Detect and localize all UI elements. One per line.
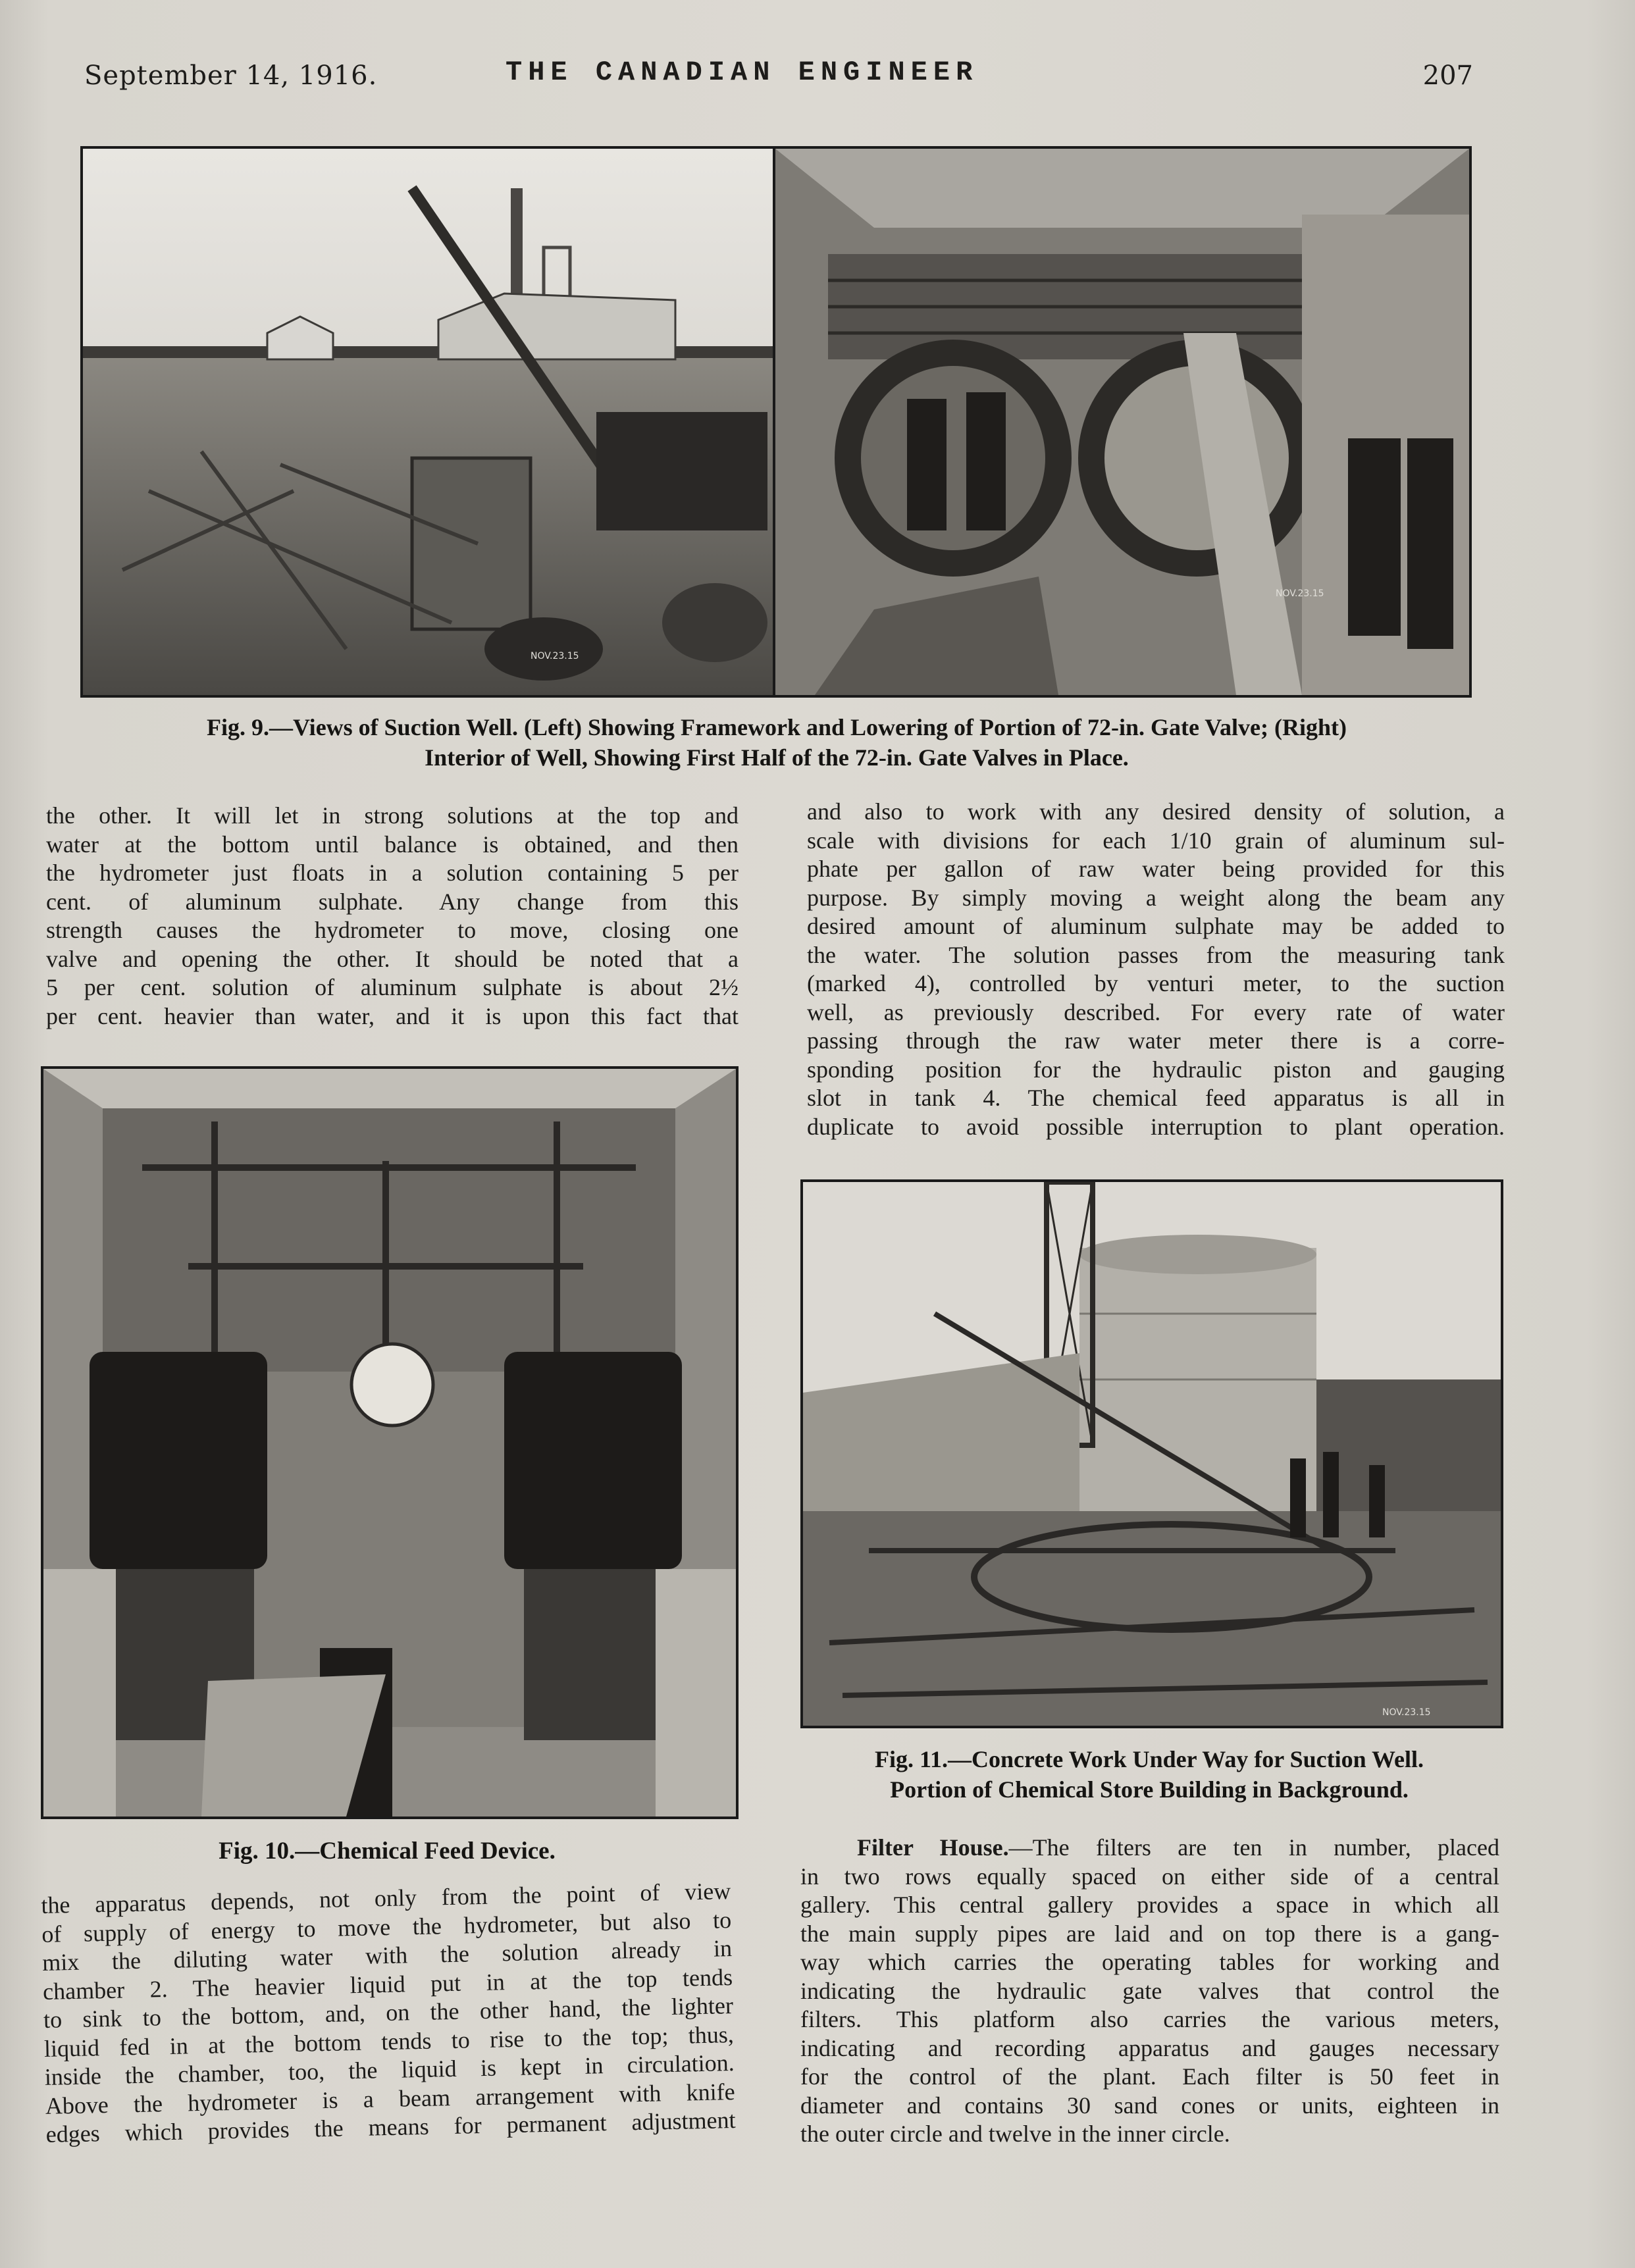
text-line: chamber 2. The heavier liquid put in at the top tends <box>42 1963 733 2005</box>
text-line: valve and opening the other. It should be noted that a <box>46 945 739 972</box>
text-line: the outer circle and twelve in the inner circle. <box>800 2121 1230 2147</box>
text-line: inside the chamber, too, the liquid is kept in circulation. <box>44 2049 735 2090</box>
text-line: the water. The solution passes from the measuring tank <box>807 941 1505 968</box>
fig11-stamp: NOV.23.15 <box>1382 1707 1431 1718</box>
text-line: diameter and contains 30 sand cones or units, eighteen in <box>800 2092 1499 2119</box>
text-line: cent. of aluminum sulphate. Any change from this <box>46 888 739 915</box>
text-line: passing through the raw water meter there is a corre- <box>807 1027 1505 1054</box>
text-line: mix the diluting water with the solution already in <box>41 1935 733 1976</box>
fig9-right-photo <box>773 146 1472 698</box>
fig9-caption-line2: Interior of Well, Showing First Half of the 72-in. Gate Valves in Place. <box>425 744 1129 771</box>
journal-title: THE CANADIAN ENGINEER <box>506 57 979 88</box>
text-line: for the control of the plant. Each filter is 50 feet in <box>800 2063 1499 2090</box>
text-line: in two rows equally spaced on either side of a central <box>800 1863 1499 1890</box>
text-line: indicating and recording apparatus and gauges necessary <box>800 2034 1499 2061</box>
left-column-bottom-text <box>41 1877 736 2149</box>
text-line: (marked 4), controlled by venturi meter, to the suction <box>807 970 1505 996</box>
page-number: 207 <box>1422 61 1473 91</box>
fig9-left-stamp: NOV.23.15 <box>531 651 579 661</box>
fig9-right-stamp: NOV.23.15 <box>1276 588 1324 599</box>
right-column-top-text <box>807 798 1505 1141</box>
text-line: the other. It will let in strong solutions at the top and <box>46 802 739 829</box>
text-line: edges which provides the means for permanent adjustment <box>45 2106 736 2148</box>
text-line: of supply of energy to move the hydrometer, but also to <box>41 1906 732 1947</box>
text-line: the main supply pipes are laid and on top there is a gang- <box>800 1920 1499 1947</box>
issue-date: September 14, 1916. <box>84 61 378 91</box>
text-line: desired amount of aluminum sulphate may be added to <box>807 913 1505 939</box>
text-line: the apparatus depends, not only from the point of view <box>41 1878 731 1919</box>
text-line: gallery. This central gallery provides a space in which all <box>800 1892 1499 1918</box>
text-line: per cent. heavier than water, and it is upon this fact that <box>46 1002 739 1029</box>
text-line: well, as previously described. For every rate of water <box>807 998 1505 1025</box>
text-line: scale with divisions for each 1/10 grain of aluminum sul- <box>807 827 1505 854</box>
fig10-photo <box>41 1066 739 1819</box>
fig9-left-photo <box>80 146 775 698</box>
running-header <box>84 57 1473 96</box>
right-column-bottom-text <box>800 1834 1499 2149</box>
fig11-caption-line2: Portion of Chemical Store Building in Background. <box>890 1776 1409 1803</box>
text-line: duplicate to avoid possible interruption to plant operation. <box>807 1113 1505 1140</box>
text-line: water at the bottom until balance is obtained, and then <box>46 831 739 858</box>
text-line: 5 per cent. solution of aluminum sulphate is about 2½ <box>46 974 739 1000</box>
text-line: and also to work with any desired density of solution, a <box>807 798 1505 825</box>
text-fragment: —The filters are ten in number, placed <box>1008 1834 1499 1861</box>
fig9-caption-line1: Fig. 9.—Views of Suction Well. (Left) Showing Framework and Lowering of Portion of 72-in. Gate Valve; (Right) <box>207 714 1347 740</box>
text-line: indicating the hydraulic gate valves that control the <box>800 1977 1499 2004</box>
text-line: to sink to the bottom, and, on the other hand, the lighter <box>43 1992 734 2033</box>
text-line: way which carries the operating tables for working and <box>800 1949 1499 1975</box>
fig11-caption <box>800 1744 1498 1805</box>
text-line: slot in tank 4. The chemical feed apparatus is all in <box>807 1085 1505 1111</box>
section-heading: Filter House. <box>857 1834 1009 1861</box>
left-column-top-text <box>46 802 739 1031</box>
text-line: liquid fed in at the bottom tends to rise to the top; thus, <box>43 2021 735 2062</box>
fig11-photo <box>800 1179 1503 1728</box>
text-line: purpose. By simply moving a weight along the beam any <box>807 884 1505 911</box>
text-line <box>800 1834 1499 1863</box>
fig11-caption-line1: Fig. 11.—Concrete Work Under Way for Suction Well. <box>874 1746 1424 1772</box>
text-line: Above the hydrometer is a beam arrangement with knife <box>45 2078 736 2119</box>
fig9-caption <box>66 712 1488 773</box>
text-line: sponding position for the hydraulic piston and gauging <box>807 1056 1505 1083</box>
fig10-caption: Fig. 10.—Chemical Feed Device. <box>219 1838 556 1865</box>
text-line: strength causes the hydrometer to move, closing one <box>46 917 739 943</box>
text-line: phate per gallon of raw water being provided for this <box>807 856 1505 882</box>
text-line: the hydrometer just floats in a solution containing 5 per <box>46 860 739 886</box>
text-line: filters. This platform also carries the various meters, <box>800 2006 1499 2032</box>
